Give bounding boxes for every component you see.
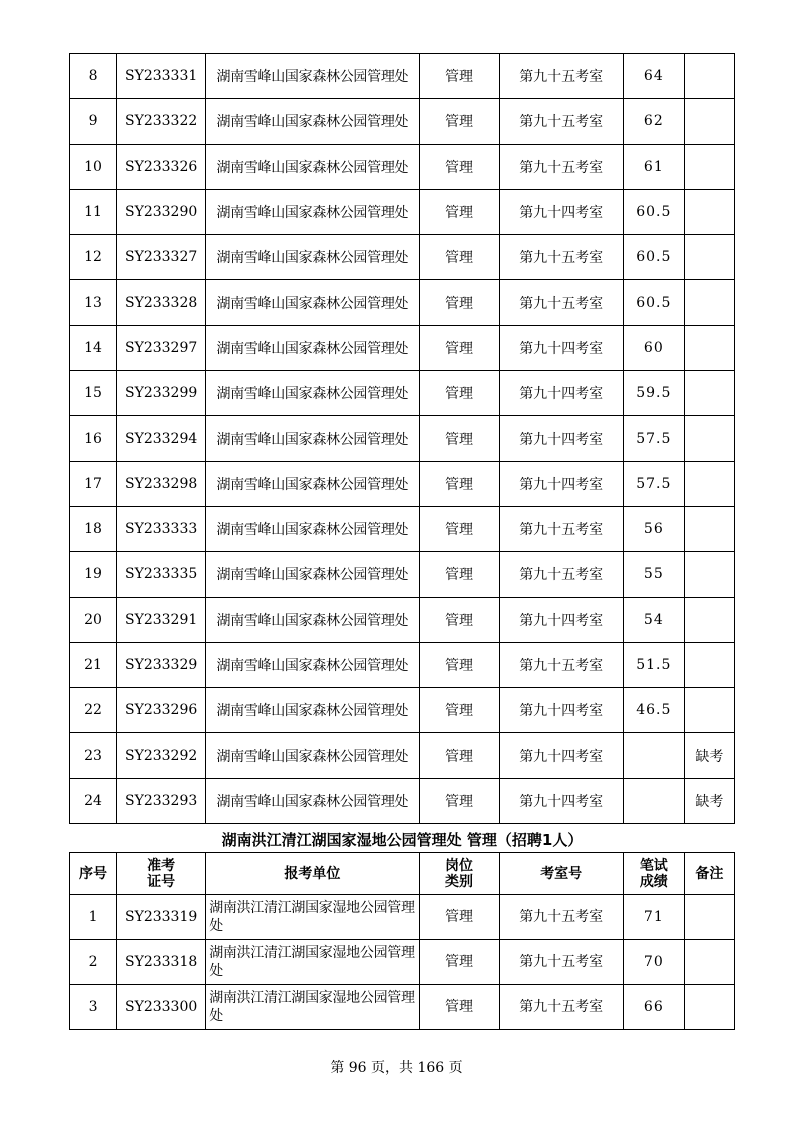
header-type-line1: 岗位 bbox=[445, 857, 474, 874]
cell-room: 第九十四考室 bbox=[499, 371, 623, 416]
cell-score bbox=[623, 778, 684, 823]
cell-no: 15 bbox=[70, 371, 117, 416]
cell-id: SY233322 bbox=[117, 99, 206, 144]
table-row bbox=[70, 642, 735, 687]
cell-room: 第九十五考室 bbox=[499, 895, 623, 940]
cell-score: 56 bbox=[623, 506, 684, 551]
table-row bbox=[70, 985, 735, 1030]
table-row bbox=[70, 552, 735, 597]
table-row bbox=[70, 778, 735, 823]
cell-type: 管理 bbox=[419, 552, 499, 597]
cell-no: 10 bbox=[70, 144, 117, 189]
cell-unit: 湖南雪峰山国家森林公园管理处 bbox=[206, 733, 419, 778]
cell-note bbox=[684, 552, 734, 597]
cell-no: 3 bbox=[70, 985, 117, 1030]
cell-type: 管理 bbox=[419, 189, 499, 234]
cell-note bbox=[684, 235, 734, 280]
header-type bbox=[419, 853, 499, 895]
cell-no: 11 bbox=[70, 189, 117, 234]
cell-id: SY233333 bbox=[117, 506, 206, 551]
cell-room: 第九十五考室 bbox=[499, 99, 623, 144]
cell-type: 管理 bbox=[419, 54, 499, 99]
cell-id: SY233298 bbox=[117, 461, 206, 506]
cell-unit: 湖南雪峰山国家森林公园管理处 bbox=[206, 552, 419, 597]
cell-id: SY233300 bbox=[117, 985, 206, 1030]
header-note: 备注 bbox=[684, 853, 734, 895]
cell-note bbox=[684, 985, 734, 1030]
results-table-continued bbox=[69, 53, 735, 824]
cell-room: 第九十四考室 bbox=[499, 688, 623, 733]
cell-type: 管理 bbox=[419, 371, 499, 416]
cell-unit: 湖南雪峰山国家森林公园管理处 bbox=[206, 325, 419, 370]
table-row bbox=[70, 144, 735, 189]
cell-score: 46.5 bbox=[623, 688, 684, 733]
cell-type: 管理 bbox=[419, 280, 499, 325]
cell-room: 第九十五考室 bbox=[499, 235, 623, 280]
cell-room: 第九十五考室 bbox=[499, 506, 623, 551]
table-row bbox=[70, 688, 735, 733]
cell-room: 第九十四考室 bbox=[499, 733, 623, 778]
header-row bbox=[70, 853, 735, 895]
header-no: 序号 bbox=[70, 853, 117, 895]
cell-id: SY233331 bbox=[117, 54, 206, 99]
table-row bbox=[70, 99, 735, 144]
cell-note bbox=[684, 144, 734, 189]
cell-type: 管理 bbox=[419, 144, 499, 189]
cell-id: SY233294 bbox=[117, 416, 206, 461]
cell-room: 第九十四考室 bbox=[499, 416, 623, 461]
header-id-line1: 准考 bbox=[147, 857, 176, 874]
cell-unit: 湖南雪峰山国家森林公园管理处 bbox=[206, 54, 419, 99]
header-id bbox=[117, 853, 206, 895]
cell-note bbox=[684, 895, 734, 940]
cell-unit: 湖南洪江清江湖国家湿地公园管理处 bbox=[206, 985, 419, 1030]
cell-id: SY233328 bbox=[117, 280, 206, 325]
cell-room: 第九十五考室 bbox=[499, 54, 623, 99]
cell-note bbox=[684, 189, 734, 234]
cell-id: SY233335 bbox=[117, 552, 206, 597]
cell-id: SY233319 bbox=[117, 895, 206, 940]
cell-room: 第九十四考室 bbox=[499, 461, 623, 506]
cell-score: 71 bbox=[623, 895, 684, 940]
cell-room: 第九十五考室 bbox=[499, 552, 623, 597]
cell-score: 59.5 bbox=[623, 371, 684, 416]
table-row bbox=[70, 54, 735, 99]
cell-note bbox=[684, 506, 734, 551]
cell-type: 管理 bbox=[419, 461, 499, 506]
cell-unit: 湖南雪峰山国家森林公园管理处 bbox=[206, 99, 419, 144]
cell-unit: 湖南雪峰山国家森林公园管理处 bbox=[206, 597, 419, 642]
cell-type: 管理 bbox=[419, 733, 499, 778]
cell-unit: 湖南雪峰山国家森林公园管理处 bbox=[206, 189, 419, 234]
cell-room: 第九十五考室 bbox=[499, 642, 623, 687]
table-row bbox=[70, 416, 735, 461]
cell-score: 60.5 bbox=[623, 235, 684, 280]
header-unit: 报考单位 bbox=[206, 853, 419, 895]
page-footer: 第 96 页，共 166 页 bbox=[330, 1060, 463, 1076]
cell-score: 54 bbox=[623, 597, 684, 642]
cell-room: 第九十四考室 bbox=[499, 189, 623, 234]
cell-unit: 湖南雪峰山国家森林公园管理处 bbox=[206, 371, 419, 416]
table-row bbox=[70, 461, 735, 506]
header-score bbox=[623, 853, 684, 895]
cell-score: 66 bbox=[623, 985, 684, 1030]
header-score-line2: 成绩 bbox=[639, 873, 668, 890]
cell-type: 管理 bbox=[419, 235, 499, 280]
cell-note: 缺考 bbox=[684, 733, 734, 778]
cell-type: 管理 bbox=[419, 99, 499, 144]
cell-id: SY233327 bbox=[117, 235, 206, 280]
cell-no: 19 bbox=[70, 552, 117, 597]
cell-no: 21 bbox=[70, 642, 117, 687]
cell-room: 第九十四考室 bbox=[499, 597, 623, 642]
cell-no: 18 bbox=[70, 506, 117, 551]
cell-unit: 湖南雪峰山国家森林公园管理处 bbox=[206, 235, 419, 280]
cell-room: 第九十五考室 bbox=[499, 985, 623, 1030]
table-row bbox=[70, 940, 735, 985]
cell-id: SY233329 bbox=[117, 642, 206, 687]
cell-score: 51.5 bbox=[623, 642, 684, 687]
table-row bbox=[70, 280, 735, 325]
cell-note bbox=[684, 99, 734, 144]
cell-score: 57.5 bbox=[623, 461, 684, 506]
cell-score bbox=[623, 733, 684, 778]
cell-score: 61 bbox=[623, 144, 684, 189]
cell-type: 管理 bbox=[419, 642, 499, 687]
cell-type: 管理 bbox=[419, 506, 499, 551]
cell-note bbox=[684, 597, 734, 642]
cell-no: 2 bbox=[70, 940, 117, 985]
cell-note bbox=[684, 688, 734, 733]
table-row bbox=[70, 325, 735, 370]
table-row bbox=[70, 597, 735, 642]
cell-unit: 湖南洪江清江湖国家湿地公园管理处 bbox=[206, 940, 419, 985]
cell-no: 22 bbox=[70, 688, 117, 733]
cell-score: 60.5 bbox=[623, 280, 684, 325]
cell-no: 14 bbox=[70, 325, 117, 370]
table-row bbox=[70, 235, 735, 280]
cell-id: SY233290 bbox=[117, 189, 206, 234]
cell-note bbox=[684, 416, 734, 461]
cell-note bbox=[684, 642, 734, 687]
cell-unit: 湖南雪峰山国家森林公园管理处 bbox=[206, 778, 419, 823]
cell-room: 第九十四考室 bbox=[499, 778, 623, 823]
cell-no: 20 bbox=[70, 597, 117, 642]
cell-room: 第九十五考室 bbox=[499, 940, 623, 985]
cell-type: 管理 bbox=[419, 325, 499, 370]
cell-score: 57.5 bbox=[623, 416, 684, 461]
cell-type: 管理 bbox=[419, 895, 499, 940]
cell-note bbox=[684, 280, 734, 325]
header-id-line2: 证号 bbox=[147, 873, 176, 890]
cell-unit: 湖南雪峰山国家森林公园管理处 bbox=[206, 688, 419, 733]
cell-note bbox=[684, 461, 734, 506]
cell-note bbox=[684, 371, 734, 416]
cell-no: 1 bbox=[70, 895, 117, 940]
cell-type: 管理 bbox=[419, 688, 499, 733]
cell-type: 管理 bbox=[419, 597, 499, 642]
table-row bbox=[70, 506, 735, 551]
cell-unit: 湖南雪峰山国家森林公园管理处 bbox=[206, 144, 419, 189]
cell-score: 55 bbox=[623, 552, 684, 597]
cell-room: 第九十四考室 bbox=[499, 325, 623, 370]
table-row bbox=[70, 189, 735, 234]
cell-note bbox=[684, 325, 734, 370]
cell-no: 12 bbox=[70, 235, 117, 280]
cell-id: SY233318 bbox=[117, 940, 206, 985]
cell-type: 管理 bbox=[419, 778, 499, 823]
header-room: 考室号 bbox=[499, 853, 623, 895]
table-row bbox=[70, 371, 735, 416]
cell-no: 17 bbox=[70, 461, 117, 506]
cell-id: SY233292 bbox=[117, 733, 206, 778]
cell-score: 70 bbox=[623, 940, 684, 985]
cell-id: SY233296 bbox=[117, 688, 206, 733]
cell-unit: 湖南雪峰山国家森林公园管理处 bbox=[206, 416, 419, 461]
cell-score: 64 bbox=[623, 54, 684, 99]
header-type-line2: 类别 bbox=[445, 873, 474, 890]
cell-note bbox=[684, 940, 734, 985]
cell-unit: 湖南雪峰山国家森林公园管理处 bbox=[206, 280, 419, 325]
cell-type: 管理 bbox=[419, 985, 499, 1030]
cell-unit: 湖南雪峰山国家森林公园管理处 bbox=[206, 506, 419, 551]
cell-unit: 湖南雪峰山国家森林公园管理处 bbox=[206, 461, 419, 506]
cell-id: SY233291 bbox=[117, 597, 206, 642]
cell-score: 62 bbox=[623, 99, 684, 144]
results-table-qingjianghu bbox=[69, 852, 735, 1030]
cell-no: 13 bbox=[70, 280, 117, 325]
cell-score: 60.5 bbox=[623, 189, 684, 234]
cell-room: 第九十五考室 bbox=[499, 144, 623, 189]
cell-type: 管理 bbox=[419, 940, 499, 985]
cell-unit: 湖南雪峰山国家森林公园管理处 bbox=[206, 642, 419, 687]
cell-no: 8 bbox=[70, 54, 117, 99]
cell-no: 16 bbox=[70, 416, 117, 461]
cell-note: 缺考 bbox=[684, 778, 734, 823]
cell-id: SY233326 bbox=[117, 144, 206, 189]
cell-note bbox=[684, 54, 734, 99]
cell-id: SY233297 bbox=[117, 325, 206, 370]
cell-type: 管理 bbox=[419, 416, 499, 461]
header-score-line1: 笔试 bbox=[639, 857, 668, 874]
cell-no: 9 bbox=[70, 99, 117, 144]
cell-no: 23 bbox=[70, 733, 117, 778]
cell-room: 第九十五考室 bbox=[499, 280, 623, 325]
cell-no: 24 bbox=[70, 778, 117, 823]
table-row bbox=[70, 895, 735, 940]
cell-unit: 湖南洪江清江湖国家湿地公园管理处 bbox=[206, 895, 419, 940]
cell-id: SY233299 bbox=[117, 371, 206, 416]
table-row bbox=[70, 733, 735, 778]
section-title: 湖南洪江清江湖国家湿地公园管理处 管理（招聘1人） bbox=[221, 831, 583, 849]
cell-id: SY233293 bbox=[117, 778, 206, 823]
cell-score: 60 bbox=[623, 325, 684, 370]
